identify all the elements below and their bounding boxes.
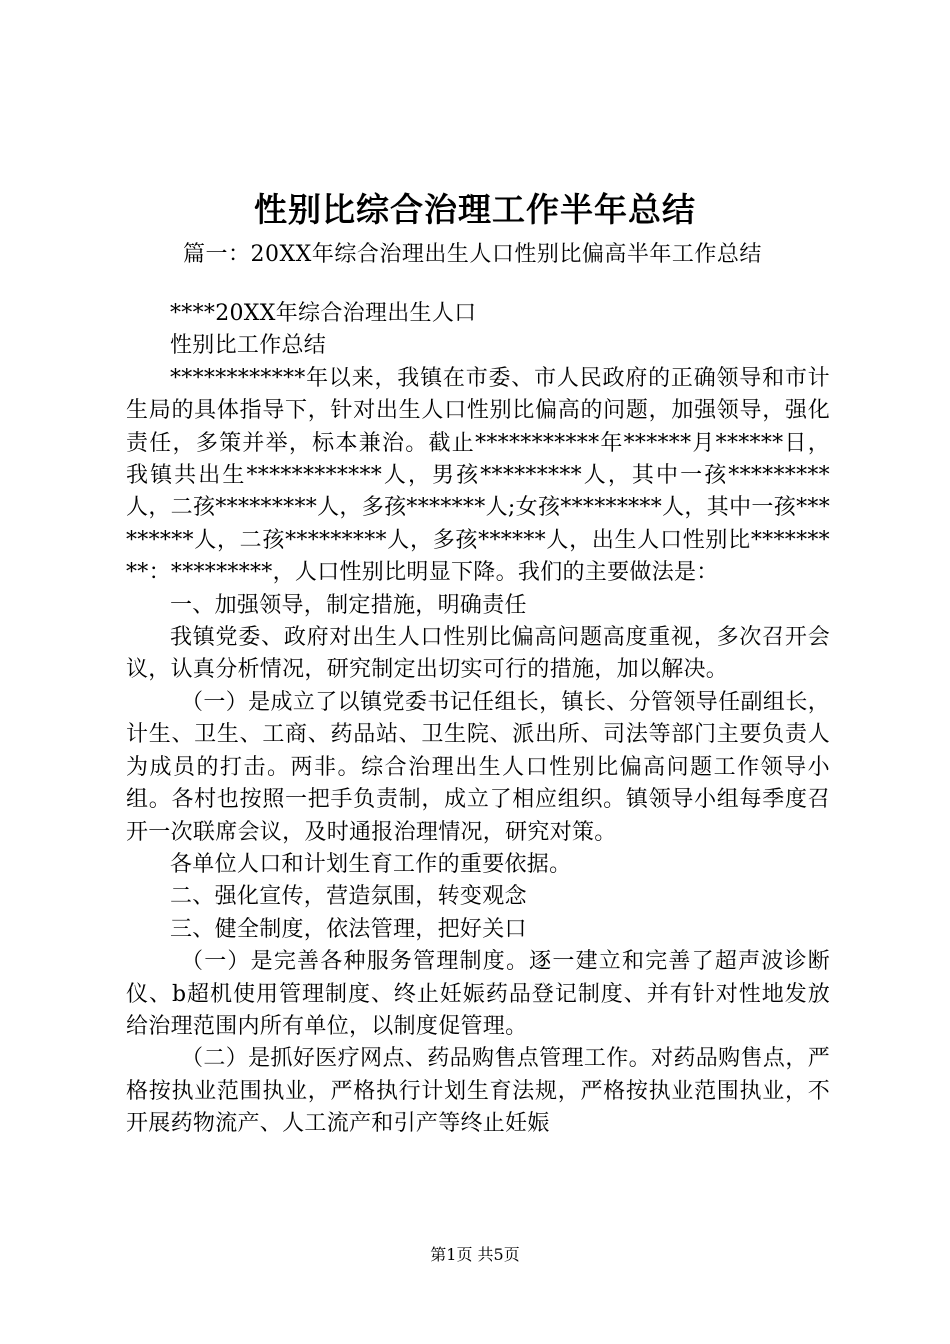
body-paragraph: ****20XX年综合治理出生人口 <box>170 301 477 326</box>
document-subtitle: 篇一：20XX年综合治理出生人口性别比偏高半年工作总结 <box>183 242 762 267</box>
section-heading: 二、强化宣传，营造氛围，转变观念 <box>170 884 527 910</box>
section-heading: 三、健全制度，依法管理，把好关口 <box>170 916 527 942</box>
body-paragraph: 我镇党委、政府对出生人口性别比偏高问题高度重视，多次召开会议，认真分析情况，研究制定出切实可行的措施，加以解决。 <box>126 625 830 683</box>
section-heading: 一、加强领导，制定措施，明确责任 <box>170 592 527 618</box>
body-paragraph: 性别比工作总结 <box>170 333 327 359</box>
body-paragraph: （二）是抓好医疗网点、药品购售点管理工作。对药品购售点，严格按执业范围执业，严格执行计划生育法规，严格按执业范围执业，不开展药物流产、人工流产和引产等终止妊娠 <box>126 1046 830 1137</box>
body-paragraph: ************年以来，我镇在市委、市人民政府的正确领导和市计生局的具体指导下，针对出生人口性别比偏高的问题，加强领导，强化责任，多策并举，标本兼治。截止***********年******月******日，我镇共出生************人，男孩*********人，其中一孩*********人，二孩*********人，多孩*******人;女孩*********人，其中一孩*********人，二孩*********人，多孩******人，出生人口性别比*********：*********，人口性别比明显下降。我们的主要做法是： <box>126 365 830 586</box>
document-title: 性别比综合治理工作半年总结 <box>254 190 696 229</box>
body-paragraph: 各单位人口和计划生育工作的重要依据。 <box>170 851 572 877</box>
body-paragraph: （一）是完善各种服务管理制度。逐一建立和完善了超声波诊断仪、b超机使用管理制度、终止妊娠药品登记制度、并有针对性地发放给治理范围内所有单位，以制度促管理。 <box>126 949 830 1039</box>
document-body <box>126 298 830 1141</box>
body-paragraph: （一）是成立了以镇党委书记任组长，镇长、分管领导任副组长，计生、卫生、工商、药品站、卫生院、派出所、司法等部门主要负责人为成员的打击。两非。综合治理出生人口性别比偏高问题工作领导小组。各村也按照一把手负责制，成立了相应组织。镇领导小组每季度召开一次联席会议，及时通报治理情况，研究对策。 <box>126 689 830 845</box>
page-number-footer: 第1页 共5页 <box>430 1245 520 1264</box>
